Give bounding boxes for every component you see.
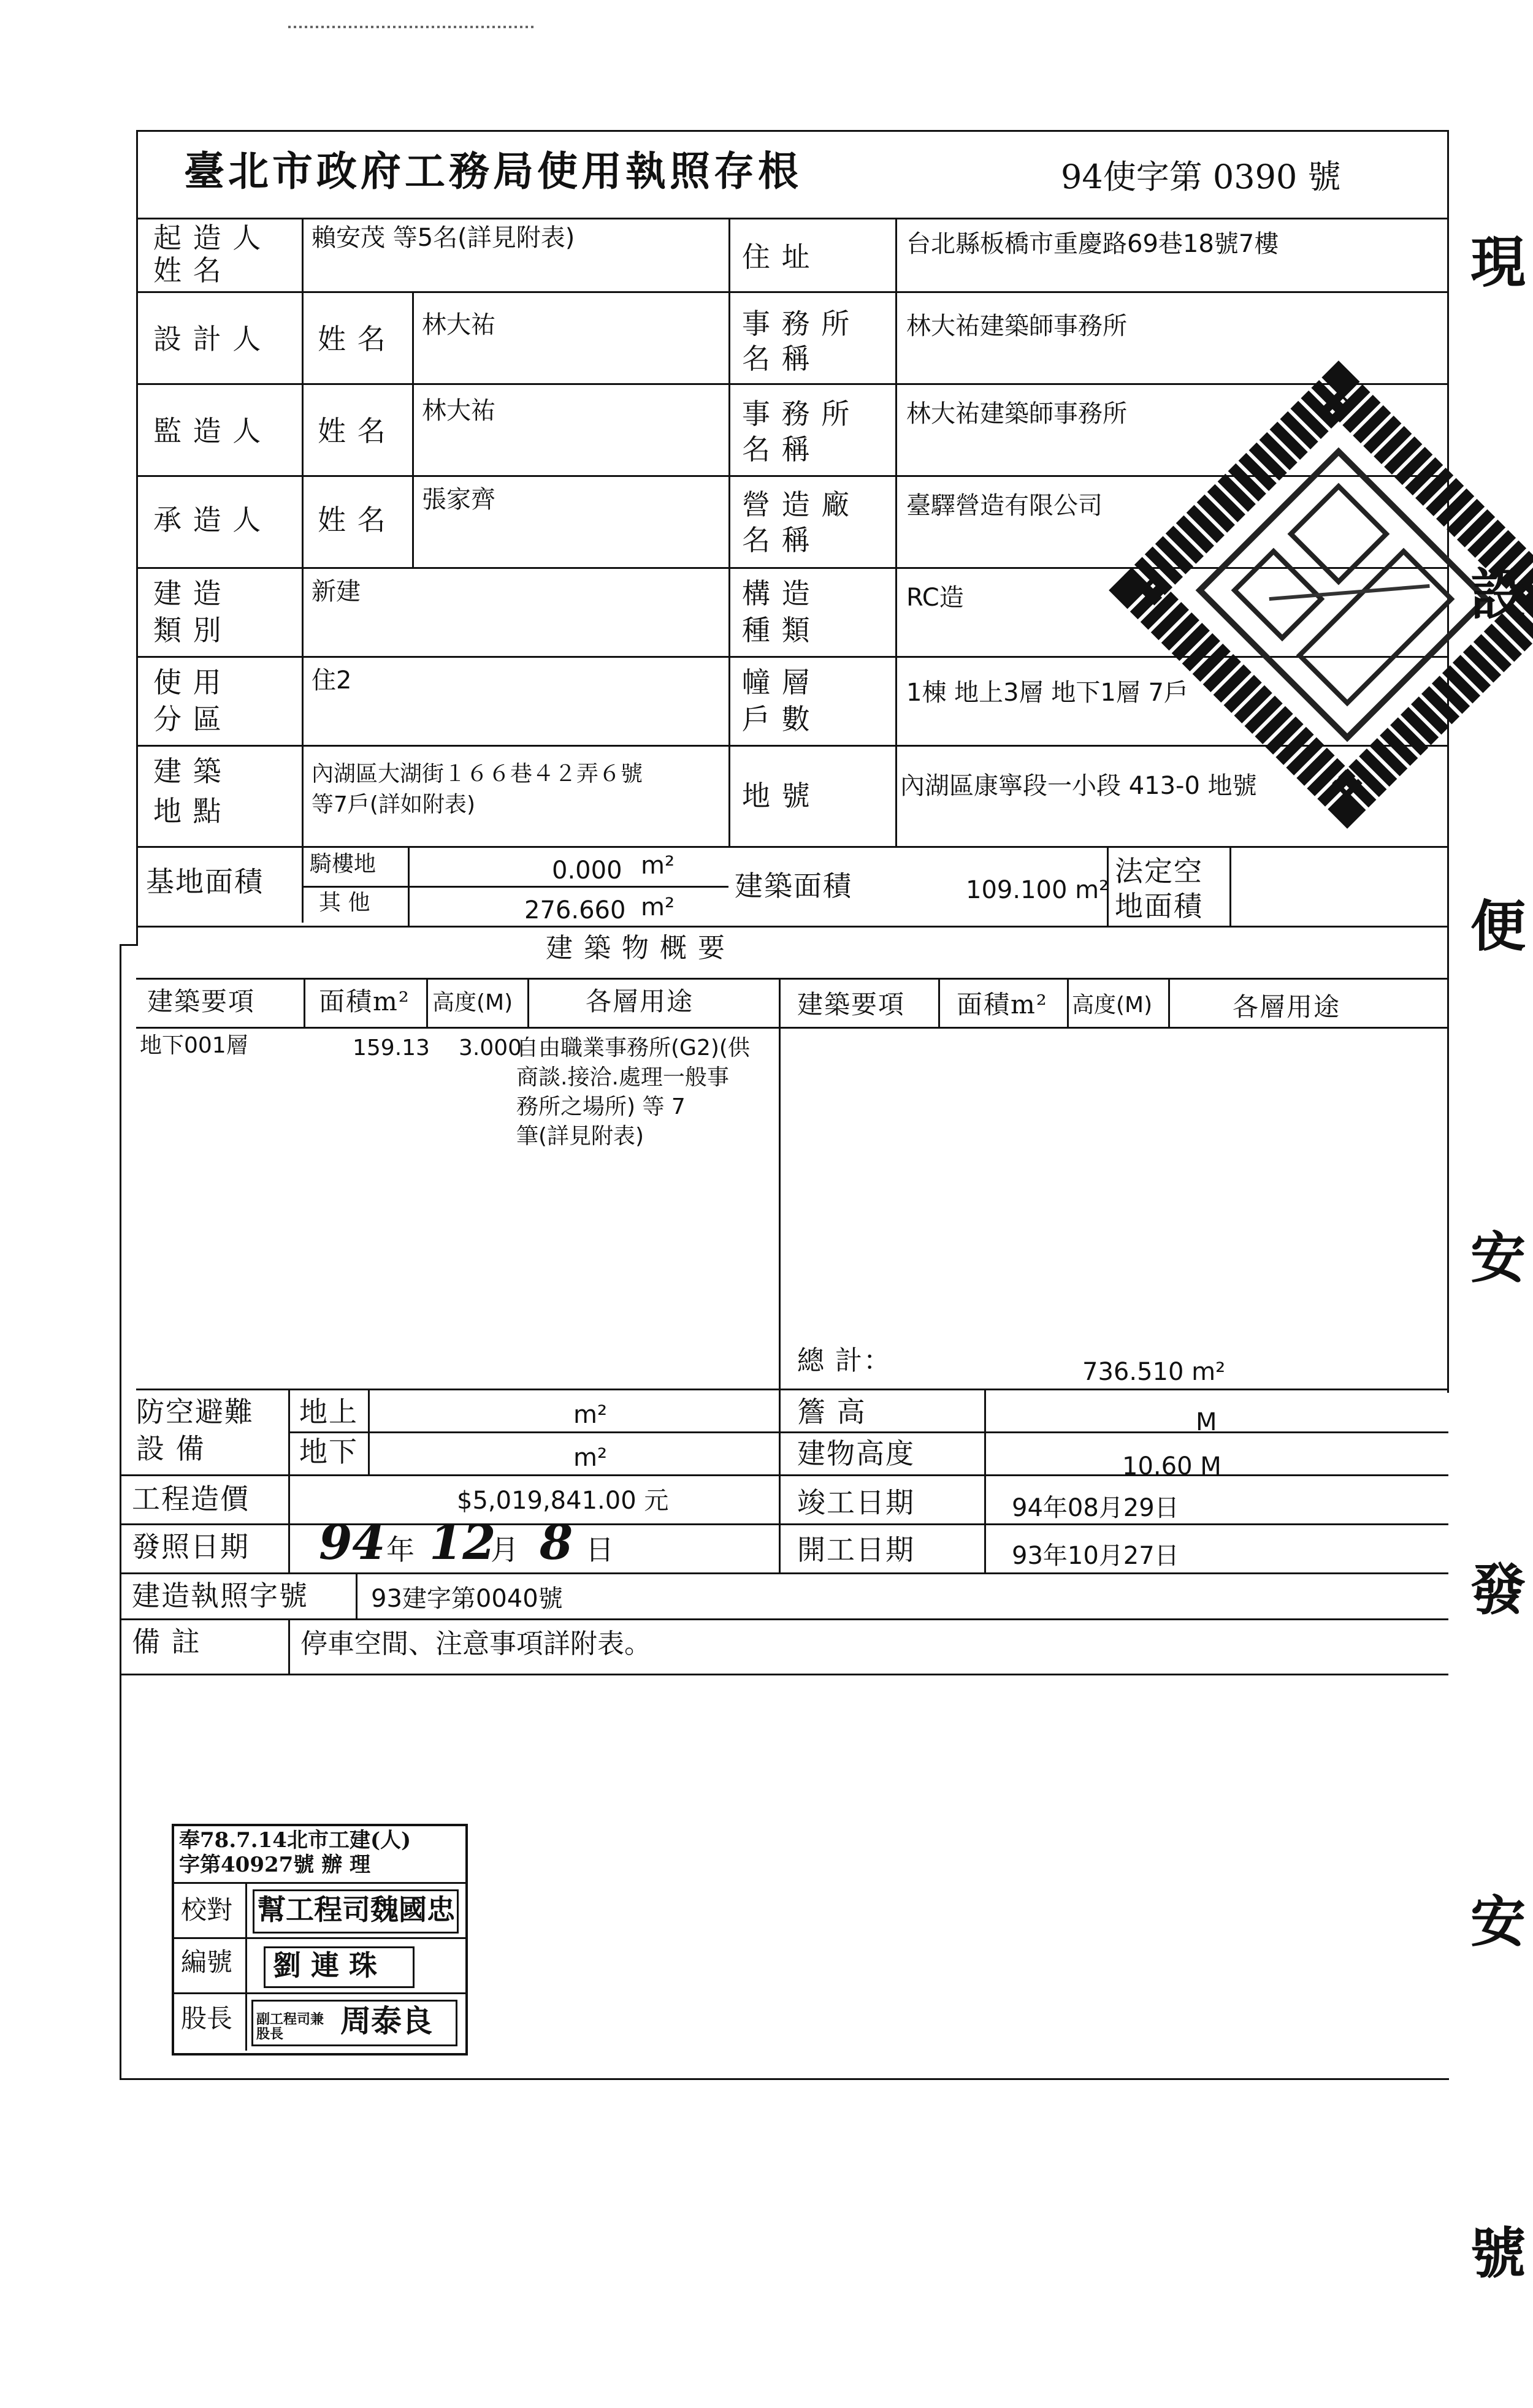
unit-count-label-a: 幢 層 [742,666,811,699]
stamp-code-label: 編號 [181,1947,233,1977]
ov-header-rule [136,1027,1448,1029]
low-row-4 [120,1618,1448,1620]
building-height-label: 建物高度 [797,1437,915,1470]
shelter-label-a: 防空避難 [136,1395,254,1428]
issue-year-char: 年 [386,1533,416,1566]
builder-value: 賴安茂 等5名(詳見附表) [312,224,575,252]
supervisor-label: 監 造 人 [153,414,262,448]
other-area-unit: m² [641,893,675,921]
designer-office: 林大祐建築師事務所 [906,312,1127,340]
frame-bottom [120,2078,1449,2080]
floor-use-line-1: 自由職業事務所(G2)(供 [516,1035,750,1061]
open-space-label-b: 地面積 [1115,890,1203,923]
site-label-b: 地 點 [153,794,223,828]
low-col-4 [984,1389,986,1572]
floor-item: 地下001層 [140,1033,248,1058]
note-value: 停車空間、注意事項詳附表。 [300,1628,651,1659]
address-value: 台北縣板橋市重慶路69巷18號7樓 [906,230,1279,258]
builder-label-b: 姓 名 [153,254,223,287]
ov-col-6 [1067,978,1069,1027]
builder-label-a: 起 造 人 [153,221,262,254]
stamp-chief-label: 股長 [181,2003,233,2033]
shelter-above-label: 地上 [299,1395,358,1428]
row-line-8 [136,926,1448,928]
structure-label-a: 構 造 [742,577,811,610]
site-address: 內湖區大湖街１６６巷４２弄６號 [312,761,643,787]
contractor-label: 承 造 人 [153,503,262,536]
shelter-label-b: 設 備 [136,1432,205,1465]
supervisor-name: 林大祐 [422,397,495,425]
ov-header-height-2: 高度(M) [1072,993,1153,1018]
completion-date: 94年08月29日 [1012,1494,1179,1522]
supervisor-office-label-b: 名 稱 [742,433,811,466]
frame-left-lower [120,944,121,2078]
area-divider-3 [1229,846,1231,926]
designer-name: 林大祐 [422,311,495,339]
cost-label: 工程造價 [132,1482,250,1515]
supervisor-office-label-a: 事 務 所 [742,397,851,430]
site-area-label: 基地面積 [146,865,264,898]
lot-value: 內湖區康寧段一小段 413-0 地號 [900,772,1257,800]
col-divider-3 [895,218,897,846]
shelter-below-unit: m² [573,1444,607,1472]
frame-step [120,944,138,946]
shelter-below-label: 地下 [299,1435,358,1468]
floor-use-line-2: 商談.接洽.處理一般事 [516,1065,729,1090]
ov-col-7 [1168,978,1170,1027]
cost-value: $5,019,841.00 元 [457,1487,669,1515]
note-divider [288,1618,290,1674]
arcade-label: 騎樓地 [310,852,377,877]
designer-office-label-a: 事 務 所 [742,307,851,340]
floor-use-line-4: 筆(詳見附表) [516,1124,644,1149]
build-type-label-b: 類 別 [153,614,223,647]
site-label-a: 建 築 [153,755,223,788]
permit-divider [356,1572,357,1618]
issue-year-handwritten: 94 [319,1515,386,1571]
other-area-label: 其 他 [319,890,370,915]
designer-office-label-b: 名 稱 [742,342,811,375]
low-col-mid [779,1389,781,1572]
issue-day-char: 日 [586,1533,615,1566]
supervisor-office: 林大祐建築師事務所 [906,400,1127,428]
address-label: 住 址 [742,240,811,273]
stamp-check-sig: 幫工程司魏國忠 [258,1893,455,1926]
site-address-note: 等7戶(詳如附表) [312,792,475,817]
frame-left-upper [136,130,138,945]
building-area-value: 109.100 m² [966,876,1109,904]
structure-value: RC造 [906,584,964,612]
eave-label: 簷 高 [797,1395,866,1428]
use-zone-label-a: 使 用 [153,666,223,699]
ov-col-1 [304,978,305,1027]
frame-top [136,130,1448,132]
issue-day-handwritten: 8 [540,1515,573,1571]
unit-count-value: 1棟 地上3層 地下1層 7戶 [906,679,1188,707]
low-row-1 [120,1474,1448,1476]
arcade-unit: m² [641,852,675,880]
structure-label-b: 種 類 [742,614,811,647]
ov-header-use-2: 各層用途 [1233,992,1341,1022]
floor-area: 159.13 [353,1035,430,1061]
stamp-code-sig: 劉 連 珠 [273,1949,378,1982]
total-value: 736.510 m² [1082,1358,1226,1386]
arcade-value: 0.000 [552,856,622,885]
ov-header-use: 各層用途 [586,986,694,1016]
build-type-value: 新建 [312,577,361,606]
col-divider-name [412,291,414,567]
ov-col-2 [426,978,428,1027]
stamp-line-2: 字第40927號 辦 理 [179,1853,370,1877]
stamp-rule-2 [172,1937,465,1939]
low-col-1 [288,1389,290,1572]
issue-date-label: 發照日期 [132,1530,250,1563]
row-line-7 [136,846,1448,848]
ov-header-area-2: 面積m² [957,989,1048,1019]
ov-header-height: 高度(M) [432,990,513,1015]
ov-header-item-2: 建築要項 [797,989,906,1019]
low-row-shelter [288,1431,779,1433]
low-row-3 [120,1572,1448,1574]
stamp-line-1: 奉78.7.14北市工建(人) [179,1828,411,1853]
use-zone-value: 住2 [312,666,352,695]
shelter-above-unit: m² [573,1401,607,1429]
contractor-office-label-b: 名 稱 [742,524,811,557]
start-date-label: 開工日期 [797,1533,915,1566]
permit-value: 93建字第0040號 [371,1585,563,1613]
stamp-rule-1 [172,1882,465,1884]
ov-col-mid [779,978,781,1389]
overview-bottom-rule [136,1389,1448,1390]
open-space-label-a: 法定空 [1115,855,1203,888]
issue-month-char: 月 [491,1533,520,1566]
stamp-chief-title: 副工程司兼股長 [256,2011,324,2043]
ov-header-area: 面積m² [319,986,410,1016]
overview-rule [136,978,1448,980]
stamp-chief-sig: 周泰良 [340,2003,432,2039]
ov-col-3 [527,978,529,1027]
designer-name-label: 姓 名 [318,322,387,356]
margin-bleed-text: 現 設 便 安 發 安 號 [1461,233,1526,2408]
issue-month-handwritten: 12 [429,1515,496,1571]
contractor-name: 張家齊 [422,486,495,514]
stamp-check-label: 校對 [181,1895,233,1925]
row-line-1 [136,291,1448,293]
supervisor-name-label: 姓 名 [318,414,387,448]
build-type-label-a: 建 造 [153,577,223,610]
floor-height: 3.000 [459,1035,522,1061]
use-zone-label-b: 分 區 [153,703,223,736]
ov-header-item: 建築要項 [147,986,256,1016]
col-divider-1 [302,218,304,923]
col-divider-mid [728,218,730,846]
header-rule [136,218,1448,219]
contractor-office: 臺驛營造有限公司 [906,492,1103,520]
scan-artifact [288,26,533,28]
designer-label: 設 計 人 [153,322,262,356]
contractor-name-label: 姓 名 [318,503,387,536]
overview-heading: 建 築 物 概 要 [546,932,726,964]
ov-col-5 [938,978,940,1027]
building-height-value: 10.60 M [1122,1452,1221,1480]
start-date: 93年10月27日 [1012,1542,1179,1570]
total-label: 總 計： [797,1345,892,1376]
other-area-value: 276.660 [524,896,626,924]
low-row-eave [779,1431,1448,1433]
document-title: 臺北市政府工務局使用執照存根 [184,147,802,195]
floor-use-line-3: 務所之場所) 等 7 [516,1094,686,1119]
building-area-label: 建築面積 [735,869,852,902]
low-row-5 [120,1674,1448,1675]
eave-value: M [1196,1408,1217,1436]
note-label: 備 註 [132,1625,201,1658]
permit-label: 建造執照字號 [132,1579,308,1612]
lot-label: 地 號 [742,779,811,812]
area-divider-h [302,886,728,888]
contractor-office-label-a: 營 造 廠 [742,488,851,521]
unit-count-label-b: 戶 數 [742,703,811,736]
license-number: 94使字第 0390 號 [1061,158,1341,196]
stamp-rule-3 [172,1992,465,1994]
stamp-col [245,1882,247,2051]
completion-label: 竣工日期 [797,1486,915,1519]
